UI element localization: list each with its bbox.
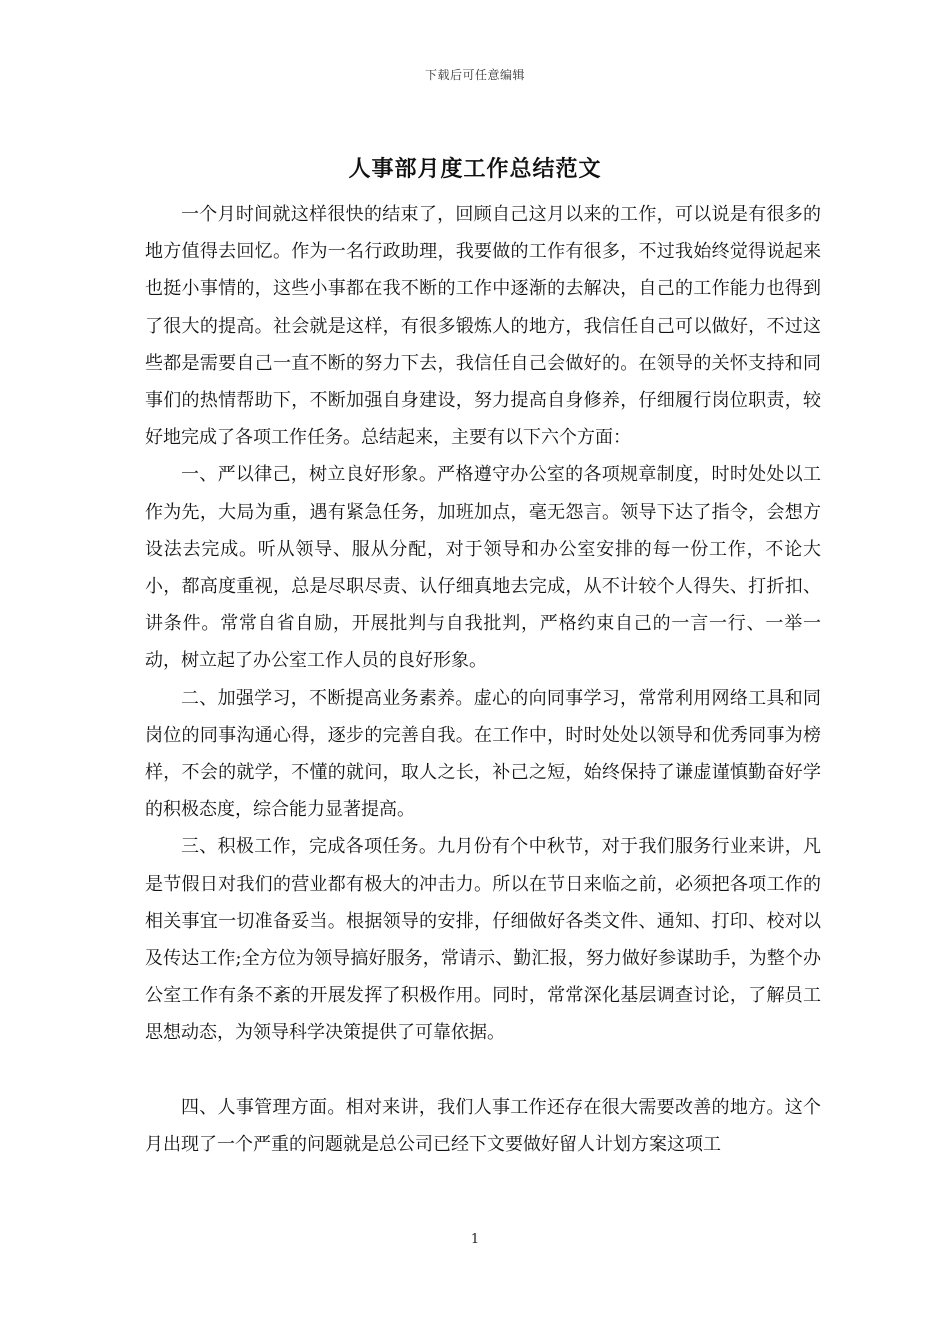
paragraph-section-1: 一、严以律己，树立良好形象。严格遵守办公室的各项规章制度，时时处处以工作为先，大局为重，遇有紧急任务，加班加点，毫无怨言。领导下达了指令，会想方设法去完成。听从领导、服从分配，对于领导和办公室安排的每一份工作，不论大小，都高度重视，总是尽职尽责、认仔细真地去完成，从不计较个人得失、打折扣、讲条件。常常自省自励，开展批判与自我批判，严格约束自己的一言一行、一举一动，树立起了办公室工作人员的良好形象。 bbox=[145, 464, 821, 672]
document-title: 人事部月度工作总结范文 bbox=[348, 156, 602, 182]
header-note: 下载后可任意编辑 bbox=[424, 68, 525, 82]
document-body bbox=[145, 196, 821, 1163]
paragraph-section-3: 三、积极工作，完成各项任务。九月份有个中秋节，对于我们服务行业来讲，凡是节假日对我们的营业都有极大的冲击力。所以在节日来临之前，必须把各项工作的相关事宜一切准备妥当。根据领导的安排，仔细做好各类文件、通知、打印、校对以及传达工作;全方位为领导搞好服务，常请示、勤汇报，努力做好参谋助手，为整个办公室工作有条不紊的开展发挥了积极作用。同时，常常深化基层调查讨论，了解员工思想动态，为领导科学决策提供了可靠依据。 bbox=[145, 836, 821, 1044]
paragraph-section-4: 四、人事管理方面。相对来讲，我们人事工作还存在很大需要改善的地方。这个月出现了一个严重的问题就是总公司已经下文要做好留人计划方案这项工 bbox=[145, 1096, 821, 1155]
page-number: 1 bbox=[470, 1232, 480, 1247]
paragraph-intro: 一个月时间就这样很快的结束了，回顾自己这月以来的工作，可以说是有很多的地方值得去回忆。作为一名行政助理，我要做的工作有很多，不过我始终觉得说起来也挺小事情的，这些小事都在我不断的工作中逐渐的去解决，自己的工作能力也得到了很大的提高。社会就是这样，有很多锻炼人的地方，我信任自己可以做好，不过这些都是需要自己一直不断的努力下去，我信任自己会做好的。在领导的关怀支持和同事们的热情帮助下，不断加强自身建设，努力提高自身修养，仔细履行岗位职责，较好地完成了各项工作任务。总结起来，主要有以下六个方面： bbox=[145, 204, 821, 449]
paragraph-section-2: 二、加强学习，不断提高业务素养。虚心的向同事学习，常常利用网络工具和同岗位的同事沟通心得，逐步的完善自我。在工作中，时时处处以领导和优秀同事为榜样，不会的就学，不懂的就问，取人之长，补己之短，始终保持了谦虚谨慎勤奋好学的积极态度，综合能力显著提高。 bbox=[145, 687, 821, 821]
